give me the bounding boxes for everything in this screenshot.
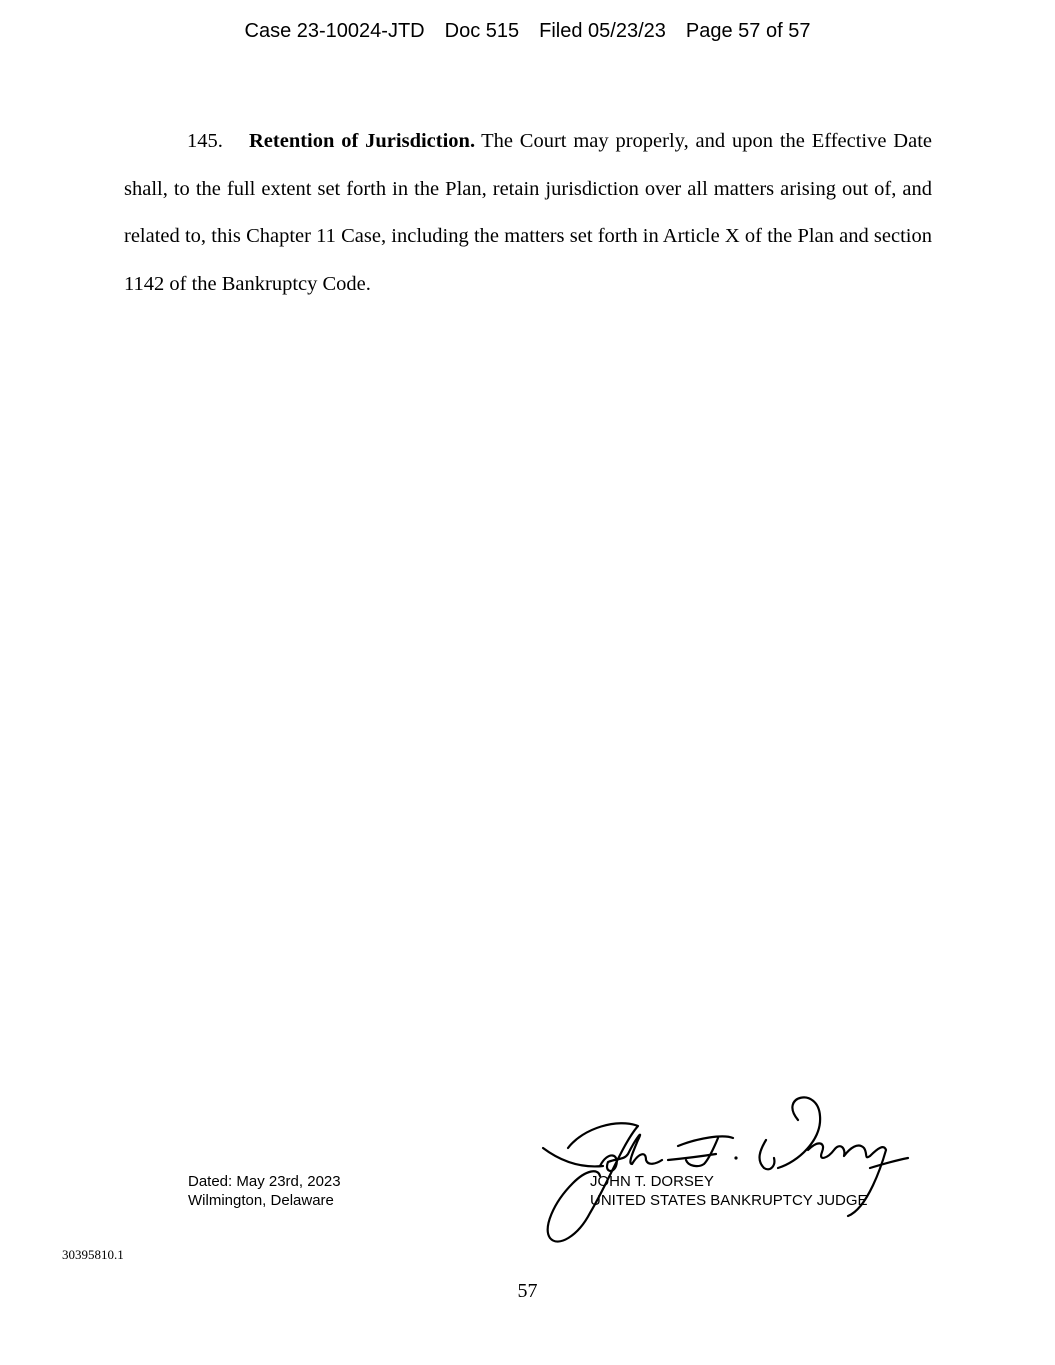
case-number: Case 23-10024-JTD bbox=[244, 20, 425, 42]
paragraph-number: 145. bbox=[187, 130, 223, 152]
doc-number: Doc 515 bbox=[444, 20, 520, 42]
dated-line: Dated: May 23rd, 2023 bbox=[188, 1173, 341, 1190]
paragraph-145 bbox=[124, 118, 932, 308]
location-line: Wilmington, Delaware bbox=[188, 1192, 334, 1209]
judge-title: UNITED STATES BANKRUPTCY JUDGE bbox=[590, 1192, 868, 1209]
page-number: 57 bbox=[517, 1280, 538, 1302]
judge-name: JOHN T. DORSEY bbox=[590, 1173, 714, 1190]
paragraph-body: The Court may properly, and upon the Effective Date shall, to the full extent set forth in the Plan, retain jurisdiction over all matters arising out of, and related to, this Chapter 11 Case, including the matters set forth in Article X of the Plan and section 1142 of the Bankruptcy Code. bbox=[124, 130, 933, 295]
page-count: Page 57 of 57 bbox=[685, 20, 811, 42]
paragraph-heading: Retention of Jurisdiction. bbox=[249, 130, 476, 152]
ecf-header bbox=[0, 20, 1055, 43]
document-id: 30395810.1 bbox=[62, 1247, 124, 1262]
handwritten-signature bbox=[528, 1088, 918, 1253]
dated-block bbox=[188, 1172, 341, 1210]
filed-date: Filed 05/23/23 bbox=[539, 20, 666, 42]
